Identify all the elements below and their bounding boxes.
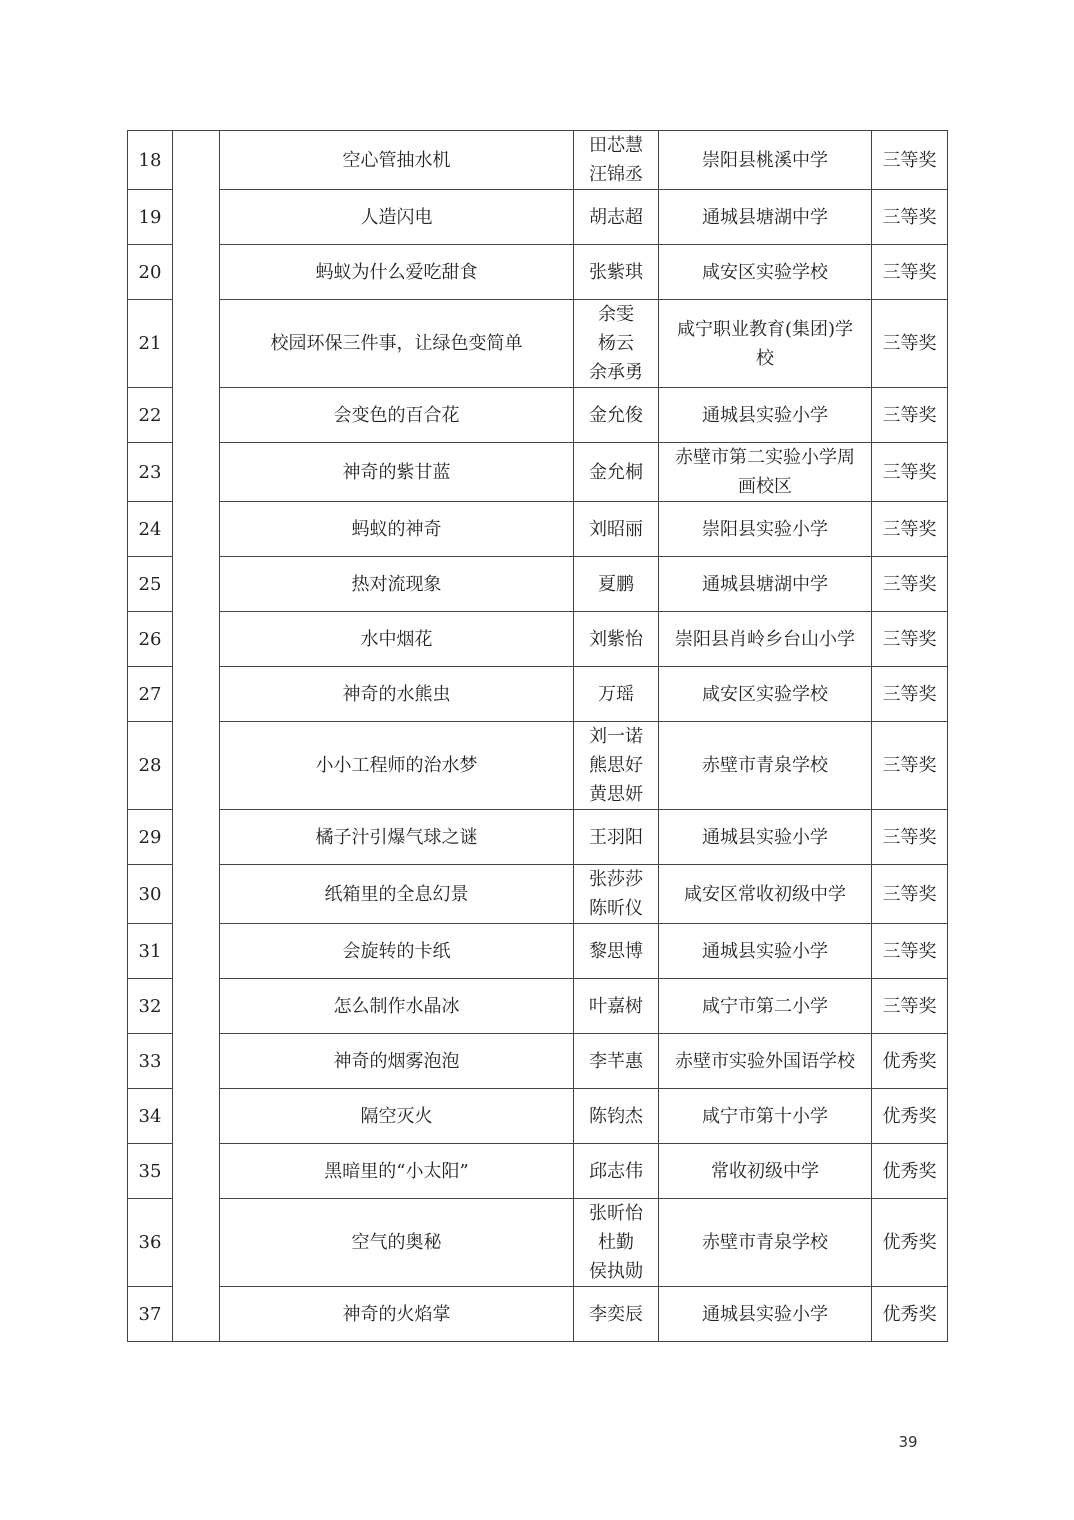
school-name-line: 咸宁市第十小学 bbox=[702, 1105, 828, 1127]
award-cell: 三等奖 bbox=[872, 388, 948, 443]
row-number-cell: 24 bbox=[128, 502, 173, 557]
author-name: 胡志超 bbox=[589, 206, 643, 228]
award-cell: 三等奖 bbox=[872, 722, 948, 810]
author-names-cell bbox=[574, 443, 659, 502]
table-row bbox=[128, 612, 948, 667]
school-name-line: 通城县实验小学 bbox=[702, 826, 828, 848]
author-name: 刘一诺 bbox=[589, 726, 643, 747]
table-row bbox=[128, 979, 948, 1034]
author-names-cell bbox=[574, 1034, 659, 1089]
award-cell: 三等奖 bbox=[872, 300, 948, 388]
page-number: 39 bbox=[898, 1433, 918, 1451]
award-cell: 优秀奖 bbox=[872, 1034, 948, 1089]
table-row bbox=[128, 245, 948, 300]
author-name: 叶嘉树 bbox=[589, 995, 643, 1017]
row-number-cell: 27 bbox=[128, 667, 173, 722]
project-title-cell: 会旋转的卡纸 bbox=[220, 924, 574, 979]
school-name-line: 常收初级中学 bbox=[711, 1160, 819, 1182]
school-name-line: 校 bbox=[756, 347, 774, 369]
row-number-cell: 22 bbox=[128, 388, 173, 443]
project-title-cell: 人造闪电 bbox=[220, 190, 574, 245]
row-number-cell: 26 bbox=[128, 612, 173, 667]
school-cell bbox=[659, 1089, 872, 1144]
row-number-cell: 34 bbox=[128, 1089, 173, 1144]
project-title-cell: 神奇的紫甘蓝 bbox=[220, 443, 574, 502]
school-name-line: 通城县塘湖中学 bbox=[702, 206, 828, 228]
author-name: 杨云 bbox=[598, 333, 634, 354]
school-cell bbox=[659, 1144, 872, 1199]
school-cell bbox=[659, 502, 872, 557]
award-cell: 三等奖 bbox=[872, 190, 948, 245]
school-cell bbox=[659, 300, 872, 388]
award-cell: 三等奖 bbox=[872, 443, 948, 502]
author-names-cell bbox=[574, 502, 659, 557]
author-names-cell bbox=[574, 1089, 659, 1144]
project-title-cell: 热对流现象 bbox=[220, 557, 574, 612]
school-cell bbox=[659, 190, 872, 245]
award-table bbox=[127, 130, 948, 1342]
row-number-cell: 19 bbox=[128, 190, 173, 245]
row-number-cell: 29 bbox=[128, 810, 173, 865]
project-title-cell: 蚂蚁的神奇 bbox=[220, 502, 574, 557]
school-cell bbox=[659, 667, 872, 722]
row-number-cell: 33 bbox=[128, 1034, 173, 1089]
project-title-cell: 橘子汁引爆气球之谜 bbox=[220, 810, 574, 865]
author-names-cell bbox=[574, 388, 659, 443]
table-row bbox=[128, 300, 948, 388]
author-names-cell bbox=[574, 612, 659, 667]
table-row bbox=[128, 1199, 948, 1287]
table-row bbox=[128, 502, 948, 557]
author-name: 黄思妍 bbox=[589, 784, 643, 805]
school-name-line: 赤壁市青泉学校 bbox=[702, 755, 828, 776]
school-name-line: 咸宁职业教育(集团)学 bbox=[676, 318, 854, 340]
author-name: 金允俊 bbox=[589, 404, 643, 426]
school-name-line: 咸安区常收初级中学 bbox=[684, 883, 846, 905]
author-names-cell bbox=[574, 924, 659, 979]
school-name-line: 赤壁市第二实验小学周 bbox=[675, 447, 855, 468]
school-cell bbox=[659, 1199, 872, 1287]
author-name: 李芊惠 bbox=[589, 1050, 643, 1072]
school-cell bbox=[659, 865, 872, 924]
author-names-cell bbox=[574, 722, 659, 810]
project-title-cell: 怎么制作水晶冰 bbox=[220, 979, 574, 1034]
author-names-cell bbox=[574, 245, 659, 300]
author-name: 黎思博 bbox=[589, 940, 643, 962]
school-cell bbox=[659, 979, 872, 1034]
author-name: 刘紫怡 bbox=[589, 628, 643, 650]
author-names-cell bbox=[574, 865, 659, 924]
award-cell: 三等奖 bbox=[872, 612, 948, 667]
school-cell bbox=[659, 722, 872, 810]
author-name: 万瑶 bbox=[598, 683, 634, 705]
row-number-cell: 20 bbox=[128, 245, 173, 300]
school-cell bbox=[659, 388, 872, 443]
author-name: 张莎莎 bbox=[589, 869, 643, 890]
project-title-cell: 水中烟花 bbox=[220, 612, 574, 667]
row-number-cell: 36 bbox=[128, 1199, 173, 1287]
author-name: 余承勇 bbox=[589, 362, 643, 383]
author-name: 李奕辰 bbox=[589, 1303, 643, 1325]
award-cell: 优秀奖 bbox=[872, 1199, 948, 1287]
project-title-cell: 神奇的火焰掌 bbox=[220, 1287, 574, 1342]
school-name-line: 崇阳县实验小学 bbox=[702, 518, 828, 540]
author-name: 夏鹏 bbox=[598, 573, 634, 595]
row-number-cell: 28 bbox=[128, 722, 173, 810]
award-cell: 优秀奖 bbox=[872, 1287, 948, 1342]
school-name-line: 咸安区实验学校 bbox=[702, 261, 828, 283]
school-cell bbox=[659, 557, 872, 612]
table-row bbox=[128, 1287, 948, 1342]
author-name: 金允桐 bbox=[589, 461, 643, 483]
award-cell: 三等奖 bbox=[872, 979, 948, 1034]
author-name: 张昕怡 bbox=[589, 1203, 643, 1224]
project-title-cell: 校园环保三件事，让绿色变简单 bbox=[220, 300, 574, 388]
school-cell bbox=[659, 131, 872, 190]
award-cell: 优秀奖 bbox=[872, 1144, 948, 1199]
row-number-cell: 23 bbox=[128, 443, 173, 502]
author-names-cell bbox=[574, 810, 659, 865]
table-row bbox=[128, 1144, 948, 1199]
table-row bbox=[128, 557, 948, 612]
row-number-cell: 21 bbox=[128, 300, 173, 388]
row-number-cell: 18 bbox=[128, 131, 173, 190]
project-title-cell: 纸箱里的全息幻景 bbox=[220, 865, 574, 924]
school-cell bbox=[659, 245, 872, 300]
category-cell bbox=[173, 131, 220, 1342]
project-title-cell: 空气的奥秘 bbox=[220, 1199, 574, 1287]
author-name: 陈昕仪 bbox=[589, 898, 643, 919]
project-title-cell: 小小工程师的治水梦 bbox=[220, 722, 574, 810]
author-name: 邱志伟 bbox=[589, 1160, 643, 1182]
school-cell bbox=[659, 810, 872, 865]
author-names-cell bbox=[574, 1144, 659, 1199]
project-title-cell: 会变色的百合花 bbox=[220, 388, 574, 443]
author-name: 杜勤 bbox=[598, 1232, 634, 1253]
award-cell: 三等奖 bbox=[872, 924, 948, 979]
author-name: 张紫琪 bbox=[589, 261, 643, 283]
school-cell bbox=[659, 924, 872, 979]
author-names-cell bbox=[574, 300, 659, 388]
school-name-line: 咸安区实验学校 bbox=[702, 683, 828, 705]
table-row bbox=[128, 1034, 948, 1089]
school-cell bbox=[659, 1287, 872, 1342]
table-row bbox=[128, 865, 948, 924]
table-row bbox=[128, 131, 948, 190]
author-names-cell bbox=[574, 979, 659, 1034]
school-name-line: 赤壁市青泉学校 bbox=[702, 1232, 828, 1253]
school-cell bbox=[659, 443, 872, 502]
table-row bbox=[128, 443, 948, 502]
award-cell: 三等奖 bbox=[872, 131, 948, 190]
project-title-cell: 隔空灭火 bbox=[220, 1089, 574, 1144]
author-names-cell bbox=[574, 131, 659, 190]
school-name-line: 通城县实验小学 bbox=[702, 404, 828, 426]
author-name: 田芯慧 bbox=[589, 135, 643, 156]
award-cell: 三等奖 bbox=[872, 667, 948, 722]
author-names-cell bbox=[574, 1199, 659, 1287]
school-name-line: 赤壁市实验外国语学校 bbox=[675, 1050, 855, 1072]
school-name-line: 崇阳县桃溪中学 bbox=[702, 149, 828, 171]
table-row bbox=[128, 388, 948, 443]
school-name-line: 通城县塘湖中学 bbox=[702, 573, 828, 595]
row-number-cell: 35 bbox=[128, 1144, 173, 1199]
row-number-cell: 25 bbox=[128, 557, 173, 612]
author-names-cell bbox=[574, 190, 659, 245]
project-title-cell: 蚂蚁为什么爱吃甜食 bbox=[220, 245, 574, 300]
award-cell: 三等奖 bbox=[872, 245, 948, 300]
table-row bbox=[128, 1089, 948, 1144]
author-name: 熊思好 bbox=[589, 755, 643, 776]
school-name-line: 崇阳县肖岭乡台山小学 bbox=[675, 628, 855, 650]
award-cell: 三等奖 bbox=[872, 865, 948, 924]
row-number-cell: 37 bbox=[128, 1287, 173, 1342]
award-cell: 三等奖 bbox=[872, 810, 948, 865]
author-names-cell bbox=[574, 667, 659, 722]
school-name-line: 通城县实验小学 bbox=[702, 940, 828, 962]
award-cell: 三等奖 bbox=[872, 502, 948, 557]
school-cell bbox=[659, 1034, 872, 1089]
award-cell: 优秀奖 bbox=[872, 1089, 948, 1144]
project-title-cell: 空心管抽水机 bbox=[220, 131, 574, 190]
row-number-cell: 32 bbox=[128, 979, 173, 1034]
award-cell: 三等奖 bbox=[872, 557, 948, 612]
table-row bbox=[128, 190, 948, 245]
row-number-cell: 30 bbox=[128, 865, 173, 924]
project-title-cell: 黑暗里的“小太阳” bbox=[220, 1144, 574, 1199]
row-number-cell: 31 bbox=[128, 924, 173, 979]
school-name-line: 画校区 bbox=[738, 476, 792, 497]
author-name: 侯执勋 bbox=[589, 1261, 643, 1282]
project-title-cell: 神奇的烟雾泡泡 bbox=[220, 1034, 574, 1089]
school-name-line: 通城县实验小学 bbox=[702, 1303, 828, 1325]
table-row bbox=[128, 924, 948, 979]
author-names-cell bbox=[574, 557, 659, 612]
table-row bbox=[128, 810, 948, 865]
project-title-cell: 神奇的水熊虫 bbox=[220, 667, 574, 722]
author-name: 王羽阳 bbox=[589, 826, 643, 848]
table-row bbox=[128, 667, 948, 722]
author-name: 汪锦丞 bbox=[589, 164, 643, 185]
author-names-cell bbox=[574, 1287, 659, 1342]
school-name-line: 咸宁市第二小学 bbox=[702, 995, 828, 1017]
school-cell bbox=[659, 612, 872, 667]
author-name: 陈钧杰 bbox=[589, 1105, 643, 1127]
author-name: 刘昭丽 bbox=[589, 518, 643, 540]
table-row bbox=[128, 722, 948, 810]
author-name: 余雯 bbox=[598, 304, 634, 325]
